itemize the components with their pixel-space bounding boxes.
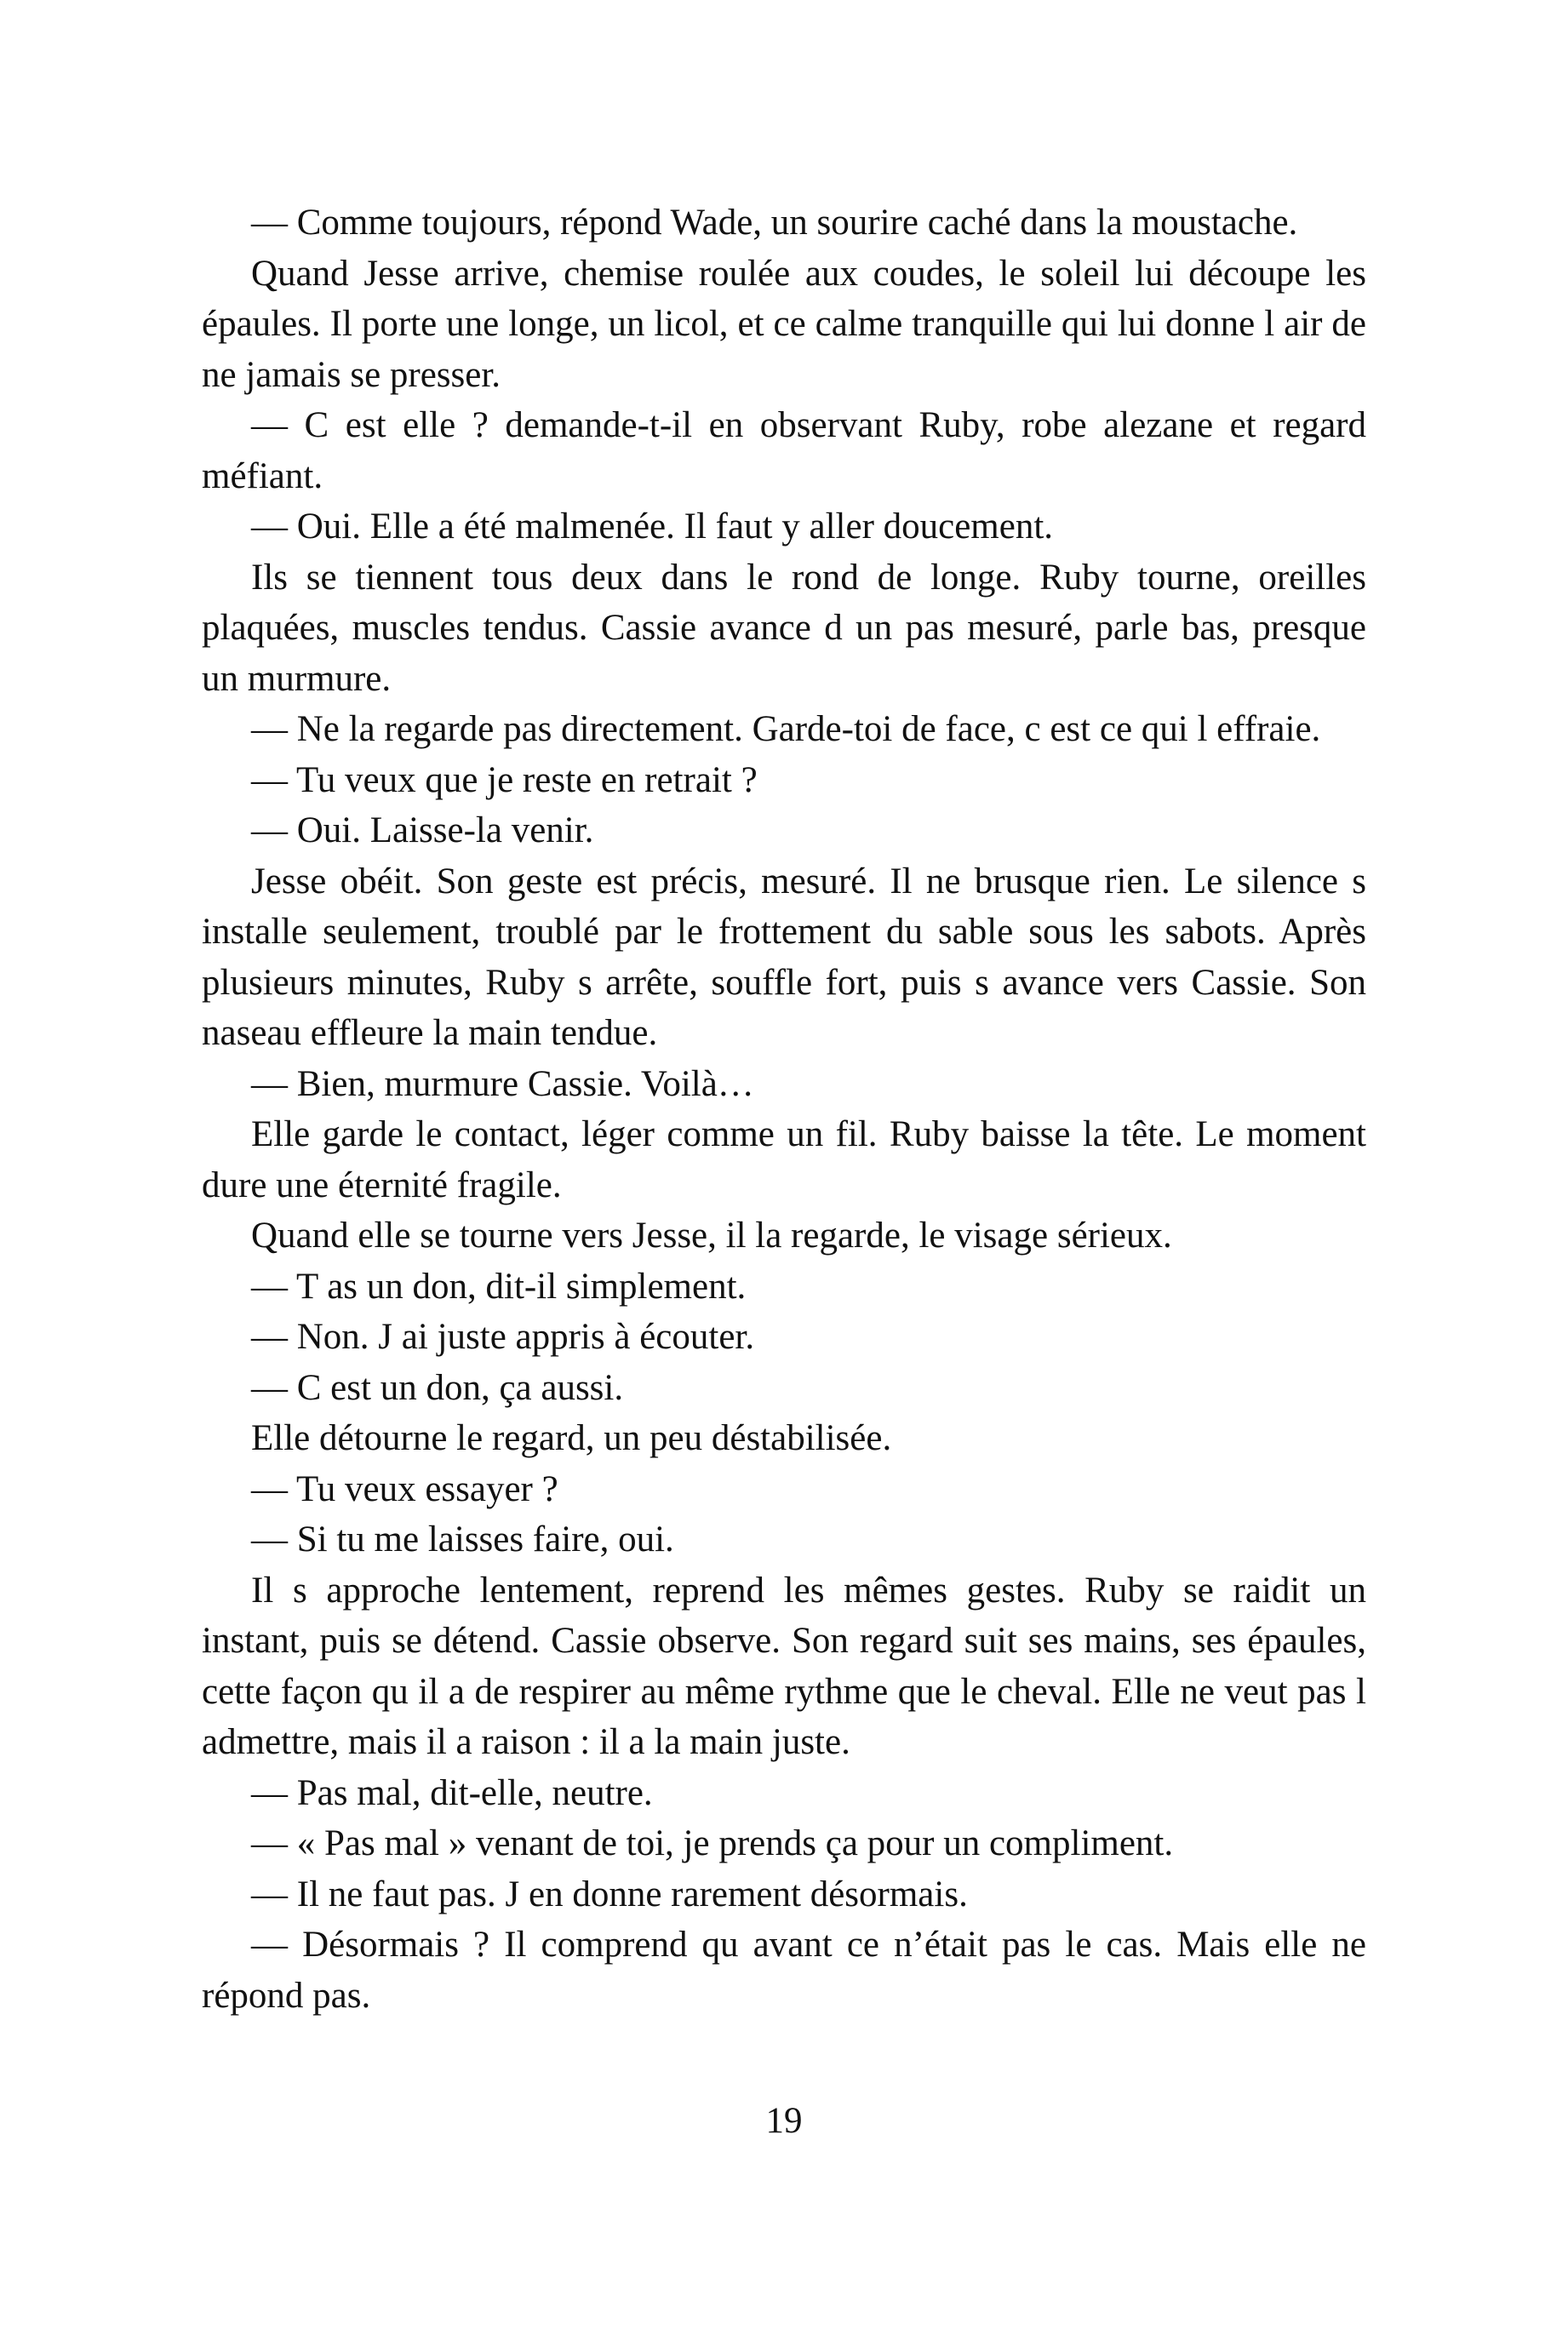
paragraph: — Oui. Elle a été malmenée. Il faut y aller doucement. xyxy=(251,506,1054,547)
paragraph: — Pas mal, dit-elle, neutre. xyxy=(251,1772,653,1813)
body-text xyxy=(202,197,1366,2021)
paragraph: Il s approche lentement, reprend les mêmes gestes. Ruby se raidit un instant, puis se détend. Cassie observe. Son regard suit ses mains, ses épaules, cette façon qu il a de respirer au même rythme que le cheval. Elle ne veut pas l admettre, mais il a raison : il a la main juste. xyxy=(202,1570,1366,1762)
paragraph: — Si tu me laisses faire, oui. xyxy=(251,1519,674,1559)
paragraph: — C est un don, ça aussi. xyxy=(251,1367,624,1408)
paragraph: — Non. J ai juste appris à écouter. xyxy=(251,1317,755,1357)
paragraph: — Il ne faut pas. J en donne rarement désormais. xyxy=(251,1874,968,1914)
paragraph: Elle garde le contact, léger comme un fil. Ruby baisse la tête. Le moment dure une éternité fragile. xyxy=(202,1114,1366,1205)
paragraph: — T as un don, dit-il simplement. xyxy=(251,1266,747,1307)
paragraph: Ils se tiennent tous deux dans le rond de longe. Ruby tourne, oreilles plaquées, muscles tendus. Cassie avance d un pas mesuré, parle bas, presque un murmure. xyxy=(202,557,1366,699)
paragraph: — Désormais ? Il comprend qu avant ce n’était pas le cas. Mais elle ne répond pas. xyxy=(202,1925,1366,2016)
paragraph: — « Pas mal » venant de toi, je prends ça pour un compliment. xyxy=(251,1823,1174,1863)
paragraph: — C est elle ? demande-t-il en observant Ruby, robe alezane et regard méfiant. xyxy=(202,405,1366,496)
paragraph: Quand Jesse arrive, chemise roulée aux coudes, le soleil lui découpe les épaules. Il porte une longe, un licol, et ce calme tranquille qui lui donne l air de ne jamais se presser. xyxy=(202,253,1366,395)
paragraph: — Tu veux que je reste en retrait ? xyxy=(251,759,758,800)
paragraph: — Bien, murmure Cassie. Voilà… xyxy=(251,1063,754,1104)
page-number: 19 xyxy=(765,2101,803,2141)
paragraph: — Ne la regarde pas directement. Garde-toi de face, c est ce qui l effraie. xyxy=(251,709,1321,749)
paragraph: — Comme toujours, répond Wade, un sourire caché dans la moustache. xyxy=(251,203,1298,243)
paragraph: Jesse obéit. Son geste est précis, mesuré. Il ne brusque rien. Le silence s installe seulement, troublé par le frottement du sable sous les sabots. Après plusieurs minutes, Ruby s arrête, souffle fort, puis s avance vers Cassie. Son naseau effleure la main tendue. xyxy=(202,861,1366,1053)
paragraph: — Tu veux essayer ? xyxy=(251,1468,558,1509)
paragraph: Elle détourne le regard, un peu déstabilisée. xyxy=(251,1418,892,1458)
paragraph: — Oui. Laisse-la venir. xyxy=(251,810,594,850)
paragraph: Quand elle se tourne vers Jesse, il la regarde, le visage sérieux. xyxy=(251,1216,1172,1256)
